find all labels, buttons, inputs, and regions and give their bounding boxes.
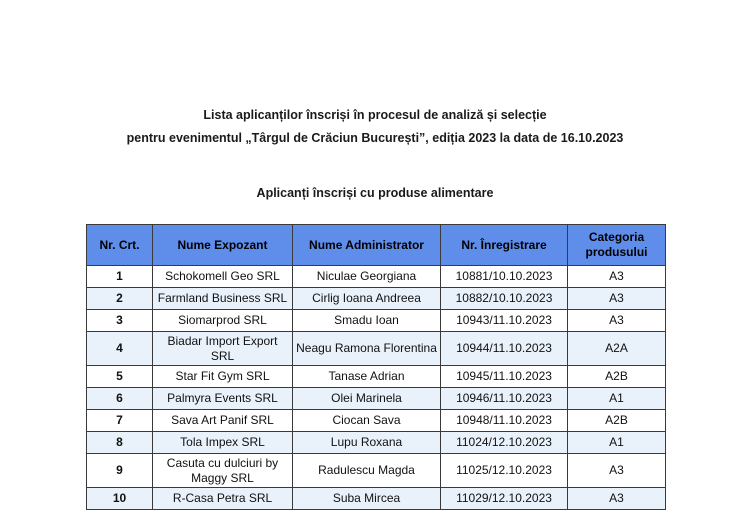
table-row — [87, 366, 666, 388]
cell-inregistrare: 11024/12.10.2023 — [441, 432, 568, 454]
cell-inregistrare: 10945/11.10.2023 — [441, 366, 568, 388]
table-header-row — [87, 225, 666, 266]
cell-inregistrare: 10943/11.10.2023 — [441, 310, 568, 332]
cell-expozant: Sava Art Panif SRL — [153, 410, 293, 432]
cell-expozant: Casuta cu dulciuri by Maggy SRL — [153, 454, 293, 488]
section-subtitle: Aplicanți înscriși cu produse alimentare — [256, 186, 494, 200]
cell-administrator: Niculae Georgiana — [293, 266, 441, 288]
cell-expozant: Biadar Import Export SRL — [153, 332, 293, 366]
cell-expozant: Star Fit Gym SRL — [153, 366, 293, 388]
cell-nr: 3 — [87, 310, 153, 332]
cell-categoria: A2B — [568, 410, 666, 432]
cell-expozant: Palmyra Events SRL — [153, 388, 293, 410]
cell-nr: 6 — [87, 388, 153, 410]
applicants-table — [86, 224, 666, 510]
cell-categoria: A3 — [568, 488, 666, 510]
cell-categoria: A1 — [568, 432, 666, 454]
cell-nr: 10 — [87, 488, 153, 510]
cell-administrator: Ciocan Sava — [293, 410, 441, 432]
column-header-administrator: Nume Administrator — [293, 225, 441, 266]
cell-inregistrare: 10946/11.10.2023 — [441, 388, 568, 410]
cell-administrator: Radulescu Magda — [293, 454, 441, 488]
cell-nr: 1 — [87, 266, 153, 288]
table-row — [87, 454, 666, 488]
cell-inregistrare: 10948/11.10.2023 — [441, 410, 568, 432]
column-header-nr: Nr. Crt. — [87, 225, 153, 266]
document-title-line1: Lista aplicanților înscriși în procesul de analiză și selecție — [203, 108, 547, 122]
cell-administrator: Olei Marinela — [293, 388, 441, 410]
cell-expozant: Tola Impex SRL — [153, 432, 293, 454]
cell-administrator: Cirlig Ioana Andreea — [293, 288, 441, 310]
column-header-inregistrare: Nr. Înregistrare — [441, 225, 568, 266]
table-row — [87, 432, 666, 454]
cell-administrator: Tanase Adrian — [293, 366, 441, 388]
cell-nr: 7 — [87, 410, 153, 432]
document-title — [0, 104, 750, 150]
column-header-categoria: Categoria produsului — [568, 225, 666, 266]
cell-categoria: A3 — [568, 288, 666, 310]
cell-nr: 5 — [87, 366, 153, 388]
cell-nr: 4 — [87, 332, 153, 366]
cell-nr: 8 — [87, 432, 153, 454]
table-row — [87, 266, 666, 288]
cell-administrator: Smadu Ioan — [293, 310, 441, 332]
table-row — [87, 332, 666, 366]
table-row — [87, 488, 666, 510]
cell-administrator: Suba Mircea — [293, 488, 441, 510]
cell-categoria: A2B — [568, 366, 666, 388]
cell-inregistrare: 10882/10.10.2023 — [441, 288, 568, 310]
cell-categoria: A3 — [568, 454, 666, 488]
cell-categoria: A2A — [568, 332, 666, 366]
table-row — [87, 388, 666, 410]
table-row — [87, 288, 666, 310]
cell-expozant: Schokomell Geo SRL — [153, 266, 293, 288]
cell-expozant: Siomarprod SRL — [153, 310, 293, 332]
cell-expozant: R-Casa Petra SRL — [153, 488, 293, 510]
cell-expozant: Farmland Business SRL — [153, 288, 293, 310]
cell-inregistrare: 10944/11.10.2023 — [441, 332, 568, 366]
cell-categoria: A1 — [568, 388, 666, 410]
cell-administrator: Neagu Ramona Florentina — [293, 332, 441, 366]
cell-inregistrare: 11029/12.10.2023 — [441, 488, 568, 510]
cell-categoria: A3 — [568, 310, 666, 332]
cell-administrator: Lupu Roxana — [293, 432, 441, 454]
table-row — [87, 310, 666, 332]
column-header-expozant: Nume Expozant — [153, 225, 293, 266]
cell-categoria: A3 — [568, 266, 666, 288]
table-row — [87, 410, 666, 432]
cell-nr: 2 — [87, 288, 153, 310]
cell-nr: 9 — [87, 454, 153, 488]
cell-inregistrare: 10881/10.10.2023 — [441, 266, 568, 288]
cell-inregistrare: 11025/12.10.2023 — [441, 454, 568, 488]
document-title-line2: pentru evenimentul „Târgul de Crăciun București”, ediția 2023 la data de 16.10.2023 — [126, 131, 624, 145]
